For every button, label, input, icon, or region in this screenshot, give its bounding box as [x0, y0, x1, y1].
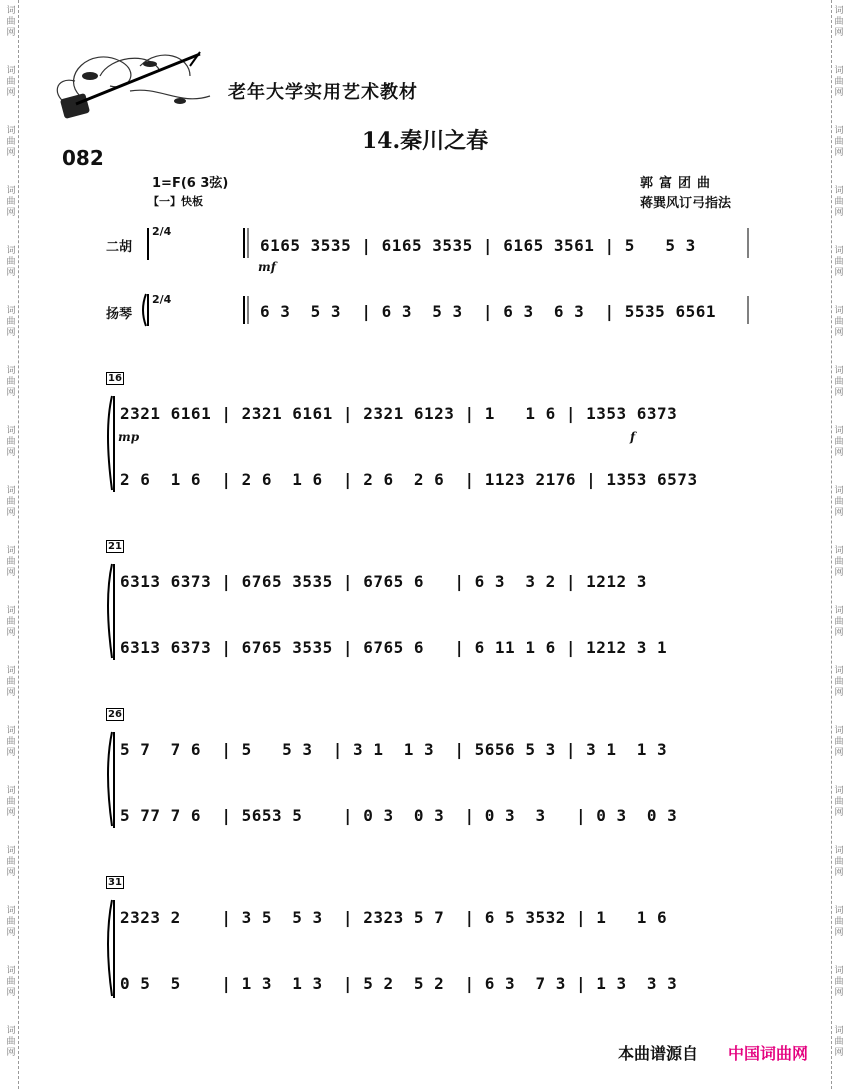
watermark-glyph: 曲 — [834, 797, 844, 807]
watermark-glyph: 词 — [6, 426, 16, 436]
watermark-glyph: 网 — [6, 328, 16, 338]
watermark-glyph: 词 — [834, 846, 844, 856]
watermark-glyph: 词 — [834, 66, 844, 76]
watermark-glyph: 网 — [6, 808, 16, 818]
watermark-glyph: 曲 — [834, 977, 844, 987]
watermark-glyph: 词 — [6, 366, 16, 376]
yangqin-notation-line: 2 6 1 6 | 2 6 1 6 | 2 6 2 6 | 1123 2176 | 1353 6573 — [120, 470, 698, 489]
watermark-glyph: 网 — [834, 568, 844, 578]
watermark-glyph: 网 — [6, 568, 16, 578]
watermark-glyph: 曲 — [834, 317, 844, 327]
watermark-glyph: 网 — [6, 28, 16, 38]
watermark-glyph: 词 — [6, 246, 16, 256]
watermark-glyph: 网 — [6, 928, 16, 938]
watermark-glyph: 网 — [834, 508, 844, 518]
erhu-notation-line: 5 7 7 6 | 5 5 3 | 3 1 1 3 | 5656 5 3 | 3 1 1 3 — [120, 740, 668, 759]
watermark-glyph: 词 — [6, 726, 16, 736]
dynamic-mark: f — [630, 430, 636, 444]
watermark-glyph: 曲 — [6, 977, 16, 987]
arranger-credit: 蒋巽风订弓指法 — [640, 196, 732, 211]
watermark-glyph: 网 — [6, 748, 16, 758]
watermark-glyph: 词 — [6, 606, 16, 616]
watermark-glyph: 曲 — [6, 497, 16, 507]
watermark-glyph: 网 — [6, 868, 16, 878]
yangqin-label: 扬琴 — [106, 307, 133, 322]
watermark-glyph: 曲 — [834, 437, 844, 447]
watermark-glyph: 曲 — [6, 557, 16, 567]
watermark-glyph: 网 — [6, 448, 16, 458]
measure-number: 26 — [108, 709, 122, 720]
watermark-glyph: 网 — [834, 388, 844, 398]
watermark-glyph: 词 — [834, 306, 844, 316]
watermark-glyph: 词 — [6, 486, 16, 496]
watermark-glyph: 曲 — [6, 1037, 16, 1047]
watermark-glyph: 曲 — [834, 77, 844, 87]
watermark-glyph: 词 — [834, 1026, 844, 1036]
watermark-glyph: 曲 — [834, 857, 844, 867]
watermark-glyph: 词 — [6, 546, 16, 556]
time-signature: 2/4 — [152, 225, 172, 238]
watermark-glyph: 曲 — [834, 917, 844, 927]
erhu-notation-line: 6165 3535 | 6165 3535 | 6165 3561 | 5 5 3 — [260, 236, 696, 255]
watermark-glyph: 网 — [6, 508, 16, 518]
watermark-glyph: 曲 — [834, 497, 844, 507]
yangqin-notation-line: 5 77 7 6 | 5653 5 | 0 3 0 3 | 0 3 3 | 0 3 0 3 — [120, 806, 678, 825]
watermark-glyph: 词 — [6, 966, 16, 976]
source-label: 本曲谱源自 — [618, 1044, 699, 1063]
key-signature: 1=F(6 3弦) — [152, 176, 229, 191]
watermark-glyph: 曲 — [6, 17, 16, 27]
watermark-glyph: 词 — [834, 246, 844, 256]
watermark-glyph: 曲 — [6, 437, 16, 447]
watermark-glyph: 网 — [6, 628, 16, 638]
watermark-glyph: 网 — [834, 328, 844, 338]
time-signature: 2/4 — [152, 293, 172, 306]
watermark-glyph: 词 — [6, 906, 16, 916]
watermark-glyph: 网 — [834, 28, 844, 38]
erhu-notation-line: 6313 6373 | 6765 3535 | 6765 6 | 6 3 3 2 | 1212 3 — [120, 572, 647, 591]
erhu-notation-line: 2321 6161 | 2321 6161 | 2321 6123 | 1 1 6 | 1353 6373 — [120, 404, 678, 423]
watermark-glyph: 曲 — [834, 377, 844, 387]
measure-number: 31 — [108, 877, 122, 888]
watermark-glyph: 曲 — [6, 677, 16, 687]
watermark-glyph: 网 — [834, 988, 844, 998]
yangqin-notation-line: 0 5 5 | 1 3 1 3 | 5 2 5 2 | 6 3 7 3 | 1 3 3 3 — [120, 974, 678, 993]
watermark-glyph: 网 — [6, 268, 16, 278]
watermark-glyph: 曲 — [834, 677, 844, 687]
watermark-glyph: 网 — [834, 1048, 844, 1058]
watermark-glyph: 网 — [834, 208, 844, 218]
watermark-glyph: 网 — [6, 988, 16, 998]
watermark-glyph: 曲 — [834, 737, 844, 747]
measure-number: 16 — [108, 373, 122, 384]
watermark-glyph: 词 — [834, 426, 844, 436]
watermark-glyph: 网 — [6, 388, 16, 398]
watermark-glyph: 词 — [834, 366, 844, 376]
watermark-glyph: 曲 — [6, 77, 16, 87]
watermark-glyph: 网 — [6, 688, 16, 698]
watermark-glyph: 词 — [6, 1026, 16, 1036]
watermark-glyph: 曲 — [834, 257, 844, 267]
watermark-glyph: 曲 — [6, 917, 16, 927]
watermark-glyph: 网 — [834, 748, 844, 758]
watermark-glyph: 网 — [834, 268, 844, 278]
watermark-glyph: 网 — [834, 88, 844, 98]
series-title: 老年大学实用艺术教材 — [228, 82, 418, 103]
composer-credit: 郭富团曲 — [640, 176, 717, 191]
watermark-glyph: 词 — [834, 546, 844, 556]
erhu-label: 二胡 — [106, 240, 133, 255]
watermark-glyph: 曲 — [834, 197, 844, 207]
watermark-glyph: 网 — [6, 208, 16, 218]
watermark-glyph: 词 — [834, 666, 844, 676]
watermark-glyph: 网 — [834, 148, 844, 158]
watermark-glyph: 词 — [834, 606, 844, 616]
watermark-glyph: 词 — [6, 66, 16, 76]
watermark-glyph: 曲 — [6, 737, 16, 747]
watermark-glyph: 曲 — [6, 197, 16, 207]
watermark-glyph: 词 — [6, 786, 16, 796]
watermark-glyph: 词 — [6, 666, 16, 676]
watermark-glyph: 曲 — [6, 797, 16, 807]
watermark-glyph: 词 — [834, 186, 844, 196]
watermark-glyph: 词 — [6, 6, 16, 16]
page-number: 082 — [62, 146, 104, 170]
watermark-glyph: 网 — [834, 808, 844, 818]
watermark-glyph: 网 — [6, 1048, 16, 1058]
watermark-glyph: 词 — [834, 966, 844, 976]
erhu-notation-line: 2323 2 | 3 5 5 3 | 2323 5 7 | 6 5 3532 | 1 1 6 — [120, 908, 668, 927]
watermark-glyph: 词 — [834, 6, 844, 16]
watermark-glyph: 曲 — [6, 617, 16, 627]
watermark-glyph: 曲 — [6, 137, 16, 147]
site-name-link[interactable]: 中国词曲网 — [728, 1044, 809, 1063]
watermark-glyph: 网 — [834, 448, 844, 458]
dynamic-mark: mp — [118, 430, 140, 444]
watermark-glyph: 词 — [834, 126, 844, 136]
watermark-glyph: 网 — [834, 928, 844, 938]
watermark-glyph: 词 — [6, 846, 16, 856]
watermark-glyph: 网 — [834, 628, 844, 638]
watermark-glyph: 网 — [6, 148, 16, 158]
tempo-marking: 【一】快板 — [148, 195, 203, 208]
watermark-glyph: 曲 — [6, 257, 16, 267]
watermark-glyph: 词 — [834, 786, 844, 796]
watermark-glyph: 网 — [834, 868, 844, 878]
watermark-glyph: 曲 — [834, 1037, 844, 1047]
watermark-glyph: 网 — [834, 688, 844, 698]
watermark-glyph: 词 — [834, 906, 844, 916]
dynamic-mark: mf — [258, 260, 276, 274]
watermark-glyph: 曲 — [6, 377, 16, 387]
watermark-glyph: 词 — [6, 306, 16, 316]
yangqin-notation-line: 6313 6373 | 6765 3535 | 6765 6 | 6 11 1 6 | 1212 3 1 — [120, 638, 668, 657]
watermark-glyph: 网 — [6, 88, 16, 98]
yangqin-notation-line: 6 3 5 3 | 6 3 5 3 | 6 3 6 3 | 5535 6561 — [260, 302, 716, 321]
watermark-glyph: 曲 — [834, 17, 844, 27]
watermark-glyph: 曲 — [834, 137, 844, 147]
measure-number: 21 — [108, 541, 122, 552]
watermark-glyph: 词 — [6, 126, 16, 136]
watermark-glyph: 词 — [6, 186, 16, 196]
watermark-glyph: 词 — [834, 726, 844, 736]
song-title: 14.秦川之春 — [361, 128, 489, 154]
watermark-glyph: 曲 — [834, 617, 844, 627]
watermark-glyph: 曲 — [834, 557, 844, 567]
watermark-glyph: 词 — [834, 486, 844, 496]
watermark-glyph: 曲 — [6, 317, 16, 327]
watermark-glyph: 曲 — [6, 857, 16, 867]
